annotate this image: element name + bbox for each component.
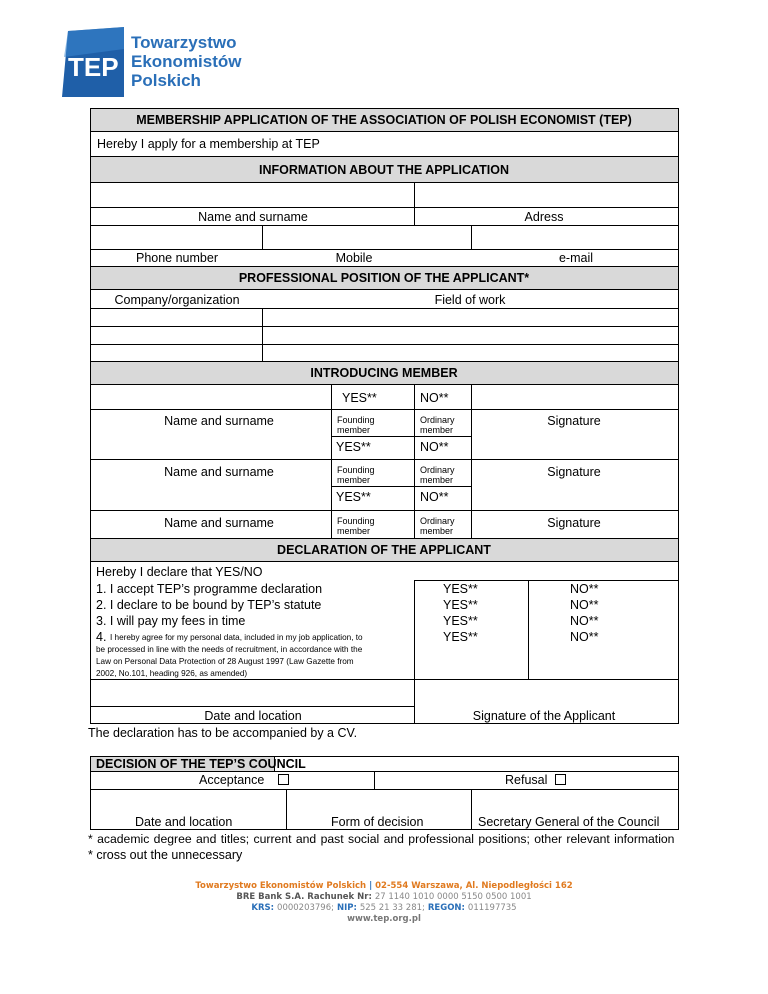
decl-2-yes[interactable]: YES** <box>443 598 478 612</box>
field-input-3[interactable] <box>263 345 678 361</box>
intro-yes-top[interactable]: YES** <box>342 391 377 405</box>
member1-signature-label: Signature <box>547 414 601 428</box>
decl-4-line1: I hereby agree for my personal data, included in my job application, to <box>110 633 363 642</box>
decl-date-location-input[interactable] <box>91 681 413 705</box>
field-of-work-label: Field of work <box>434 293 506 307</box>
footer-line-3 <box>0 903 768 914</box>
prof-header: PROFESSIONAL POSITION OF THE APPLICANT* <box>238 271 530 285</box>
decl-2: 2. I declare to be bound by TEP’s statute <box>96 598 322 612</box>
member3-ordinary-member: member <box>420 526 454 536</box>
member3-ordinary: Ordinary <box>420 516 455 526</box>
acceptance-label: Acceptance <box>199 773 265 787</box>
member3-name-label: Name and surname <box>164 516 274 530</box>
decl-signature-input[interactable] <box>415 681 678 705</box>
decl-4-line2: be processed in line with the needs of recruitment, in accordance with the <box>96 645 363 654</box>
decl-2-no[interactable]: NO** <box>570 598 599 612</box>
name-surname-input[interactable] <box>91 183 413 206</box>
company-label: Company/organization <box>114 293 240 307</box>
logo-wordmark <box>131 33 242 90</box>
tep-logo-mark <box>62 27 124 97</box>
footer-sep: | <box>369 881 373 891</box>
member1-founding: Founding <box>337 415 375 425</box>
footer-regon-label: REGON: <box>427 903 465 913</box>
mobile-label: Mobile <box>335 251 373 265</box>
company-input-1[interactable] <box>91 309 261 326</box>
footer-regon: 011197735 <box>467 903 517 913</box>
member2-signature-label: Signature <box>547 465 601 479</box>
footer-line-1 <box>0 881 768 892</box>
info-header: INFORMATION ABOUT THE APPLICATION <box>259 163 509 177</box>
form-of-decision-label: Form of decision <box>331 815 424 829</box>
footer-nip-label: NIP: <box>336 903 357 913</box>
decl-date-location-label: Date and location <box>204 709 302 723</box>
member2-ordinary: Ordinary <box>420 465 455 475</box>
decl-3-yes[interactable]: YES** <box>443 614 478 628</box>
member3-signature-label: Signature <box>547 516 601 530</box>
decl-signature-label: Signature of the Applicant <box>472 709 616 723</box>
decl-intro: Hereby I declare that YES/NO <box>96 565 263 579</box>
logo-mark-text: TEP <box>68 52 119 82</box>
logo-line-3: Polskich <box>131 71 201 90</box>
member3-founding-member: member <box>337 526 371 536</box>
company-input-3[interactable] <box>91 345 261 361</box>
member2-founding-member: member <box>337 475 371 485</box>
decl-4-line4: 2002, No.101, heading 926, as amended) <box>96 669 248 678</box>
intro-no-top[interactable]: NO** <box>420 391 449 405</box>
logo-line-2: Ekonomistów <box>131 52 242 71</box>
footer-bank-label: BRE Bank S.A. Rachunek Nr: <box>236 892 372 902</box>
member1-ordinary: Ordinary <box>420 415 455 425</box>
footer-bank-no: 27 1140 1010 0000 5150 0500 1001 <box>374 892 532 902</box>
decl-3-no[interactable]: NO** <box>570 614 599 628</box>
council-date-location-label: Date and location <box>135 815 233 829</box>
member1-ordinary-member: member <box>420 425 454 435</box>
intro-text: Hereby I apply for a membership at TEP <box>97 137 320 151</box>
decl-4-no[interactable]: NO** <box>570 630 599 644</box>
member2-founding: Founding <box>337 465 375 475</box>
member2-yes[interactable]: YES** <box>336 490 371 504</box>
member1-name-label: Name and surname <box>164 414 274 428</box>
note-2: * cross out the unnecessary <box>88 848 243 862</box>
decl-header: DECLARATION OF THE APPLICANT <box>277 543 491 557</box>
decl-1-no[interactable]: NO** <box>570 582 599 596</box>
footer-krs: 0000203796; <box>277 903 334 913</box>
field-input-1[interactable] <box>263 309 678 326</box>
company-input-2[interactable] <box>91 327 261 344</box>
acceptance-checkbox[interactable] <box>278 774 289 785</box>
decl-4-num: 4. <box>96 630 107 644</box>
intro-member-header: INTRODUCING MEMBER <box>310 366 458 380</box>
address-label: Adress <box>524 210 564 224</box>
note-1: * academic degree and titles; current and past social and professional positions; other relevant information <box>88 832 675 846</box>
name-surname-label: Name and surname <box>198 210 308 224</box>
phone-input[interactable] <box>91 226 261 249</box>
footer-line-2 <box>0 892 768 903</box>
member1-founding-member: member <box>337 425 371 435</box>
footer-nip: 525 21 33 281; <box>359 903 425 913</box>
decl-4-line3: Law on Personal Data Protection of 28 August 1997 (Law Gazette from <box>96 657 354 666</box>
refusal-label: Refusal <box>505 773 548 787</box>
member1-yes[interactable]: YES** <box>336 440 371 454</box>
footer-address: 02-554 Warszawa, Al. Niepodległości 162 <box>375 881 573 891</box>
decl-3: 3. I will pay my fees in time <box>96 614 246 628</box>
member2-no[interactable]: NO** <box>420 490 449 504</box>
logo-line-1: Towarzystwo <box>131 33 237 52</box>
refusal-checkbox[interactable] <box>555 774 566 785</box>
footer-krs-label: KRS: <box>251 903 275 913</box>
field-input-2[interactable] <box>263 327 678 344</box>
council-header: DECISION OF THE TEP’S COUNCIL <box>96 757 306 771</box>
decl-1: 1. I accept TEP’s programme declaration <box>96 582 323 596</box>
email-input[interactable] <box>472 226 678 249</box>
secretary-label: Secretary General of the Council <box>478 815 660 829</box>
cv-note: The declaration has to be accompanied by a CV. <box>88 726 358 740</box>
email-label: e-mail <box>558 251 594 265</box>
mobile-input[interactable] <box>263 226 470 249</box>
address-input[interactable] <box>415 183 678 206</box>
footer-org: Towarzystwo Ekonomistów Polskich <box>195 881 367 891</box>
footer-web[interactable]: www.tep.org.pl <box>347 914 421 924</box>
member2-name-label: Name and surname <box>164 465 274 479</box>
form-title: MEMBERSHIP APPLICATION OF THE ASSOCIATION OF POLISH ECONOMIST (TEP) <box>136 113 632 127</box>
decl-4-yes[interactable]: YES** <box>443 630 478 644</box>
member3-founding: Founding <box>337 516 375 526</box>
member2-ordinary-member: member <box>420 475 454 485</box>
member1-no[interactable]: NO** <box>420 440 449 454</box>
decl-1-yes[interactable]: YES** <box>443 582 478 596</box>
phone-label: Phone number <box>135 251 219 265</box>
